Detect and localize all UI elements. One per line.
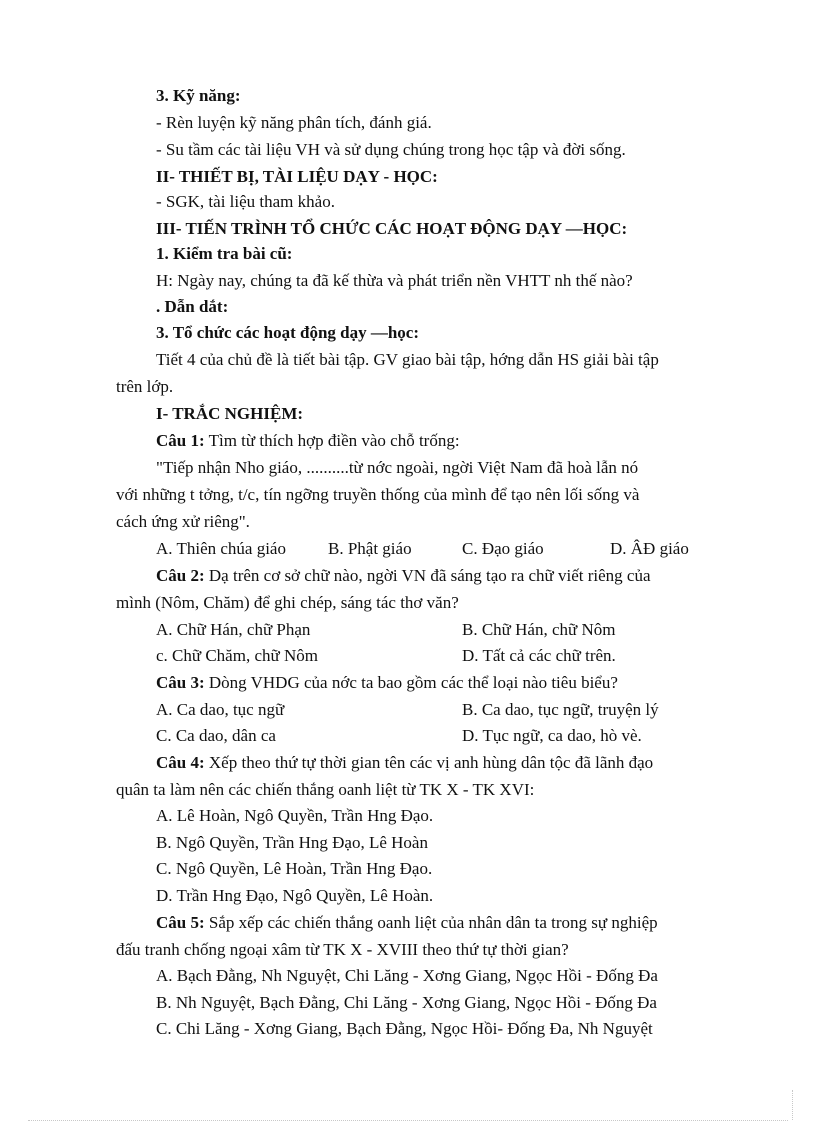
text-line: - Su tầm các tài liệu VH và sử dụng chúng trong học tập và đời sống. (156, 140, 626, 159)
option: C. Chi Lăng - Xơng Giang, Bạch Đằng, Ngọc Hồi- Đống Đa, Nh Nguyệt (156, 1019, 653, 1038)
section-heading-tien-trinh: III- TIẾN TRÌNH TỔ CHỨC CÁC HOẠT ĐỘNG DẠY —HỌC: (156, 219, 628, 238)
option: B. Chữ Hán, chữ Nôm (462, 620, 616, 639)
text-line: - SGK, tài liệu tham khảo. (156, 192, 335, 211)
option: A. Ca dao, tục ngữ (156, 700, 285, 719)
section-heading-trac-nghiem: I- TRẮC NGHIỆM: (156, 404, 304, 423)
page-border-bottom (28, 1120, 788, 1121)
question-2 (156, 565, 651, 587)
option: B. Ngô Quyền, Trần Hng Đạo, Lê Hoàn (156, 833, 428, 852)
text-line: quân ta làm nên các chiến thắng oanh liệt từ TK X - TK XVI: (116, 780, 535, 799)
text-line: với những t tởng, t/c, tín ngỡng truyền thống của mình để tạo nên lối sống và (116, 485, 640, 504)
text-line: mình (Nôm, Chăm) để ghi chép, sáng tác thơ văn? (116, 593, 459, 612)
text-line: Tiết 4 của chủ đề là tiết bài tập. GV giao bài tập, hớng dẫn HS giải bài tập (156, 350, 659, 369)
option: A. Thiên chúa giáo (156, 539, 286, 558)
option: C. Ngô Quyền, Lê Hoàn, Trần Hng Đạo. (156, 859, 433, 878)
text-line: cách ứng xử riêng". (116, 512, 250, 531)
section-heading-thiet-bi: II- THIẾT BỊ, TÀI LIỆU DẠY - HỌC: (156, 167, 438, 186)
text-line: H: Ngày nay, chúng ta đã kế thừa và phát triển nền VHTT nh thế nào? (156, 271, 633, 290)
question-3 (156, 672, 618, 694)
question-text: Tìm từ thích hợp điền vào chỗ trống: (204, 431, 460, 450)
option: C. Ca dao, dân ca (156, 726, 276, 745)
page-border-right (792, 1090, 793, 1120)
question-1 (156, 430, 460, 452)
question-label: Câu 1: (156, 431, 205, 450)
option: c. Chữ Chăm, chữ Nôm (156, 646, 318, 665)
option: A. Chữ Hán, chữ Phạn (156, 620, 311, 639)
option: D. Trần Hng Đạo, Ngô Quyền, Lê Hoàn. (156, 886, 434, 905)
option: A. Bạch Đằng, Nh Nguyệt, Chi Lăng - Xơng Giang, Ngọc Hồi - Đống Đa (156, 966, 658, 985)
question-text: Sắp xếp các chiến thắng oanh liệt của nhân dân ta trong sự nghiệp (204, 913, 658, 932)
section-heading-ky-nang: 3. Kỹ năng: (156, 86, 241, 105)
question-4 (156, 752, 653, 774)
question-label: Câu 5: (156, 913, 205, 932)
question-text: Xếp theo thứ tự thời gian tên các vị anh hùng dân tộc đã lãnh đạo (204, 753, 654, 772)
section-heading-to-chuc: 3. Tổ chức các hoạt động dạy —học: (156, 323, 420, 342)
option: D. Tục ngữ, ca dao, hò vè. (462, 726, 642, 745)
option: A. Lê Hoàn, Ngô Quyền, Trần Hng Đạo. (156, 806, 434, 825)
section-heading-kiem-tra: 1. Kiểm tra bài cũ: (156, 244, 293, 263)
option: B. Ca dao, tục ngữ, truyện lý (462, 700, 659, 719)
text-line: "Tiếp nhận Nho giáo, ..........từ nớc ngoài, ngời Việt Nam đã hoà lẫn nó (156, 458, 639, 477)
question-text: Dòng VHDG của nớc ta bao gồm các thể loại nào tiêu biểu? (204, 673, 618, 692)
text-line: trên lớp. (116, 377, 174, 396)
option: B. Nh Nguyệt, Bạch Đằng, Chi Lăng - Xơng Giang, Ngọc Hồi - Đống Đa (156, 993, 657, 1012)
question-5 (156, 912, 658, 934)
question-label: Câu 3: (156, 673, 205, 692)
option: C. Đạo giáo (462, 539, 544, 558)
option: D. Tất cả các chữ trên. (462, 646, 616, 665)
option: B. Phật giáo (328, 539, 412, 558)
text-line: đấu tranh chống ngoại xâm từ TK X - XVIII theo thứ tự thời gian? (116, 940, 569, 959)
option: D. ÂĐ giáo (610, 539, 689, 558)
section-heading-dan-dat: . Dẫn dắt: (156, 297, 229, 316)
question-label: Câu 2: (156, 566, 205, 585)
question-label: Câu 4: (156, 753, 205, 772)
text-line: - Rèn luyện kỹ năng phân tích, đánh giá. (156, 113, 432, 132)
question-text: Dạ trên cơ sở chữ nào, ngời VN đã sáng tạo ra chữ viết riêng của (204, 566, 651, 585)
